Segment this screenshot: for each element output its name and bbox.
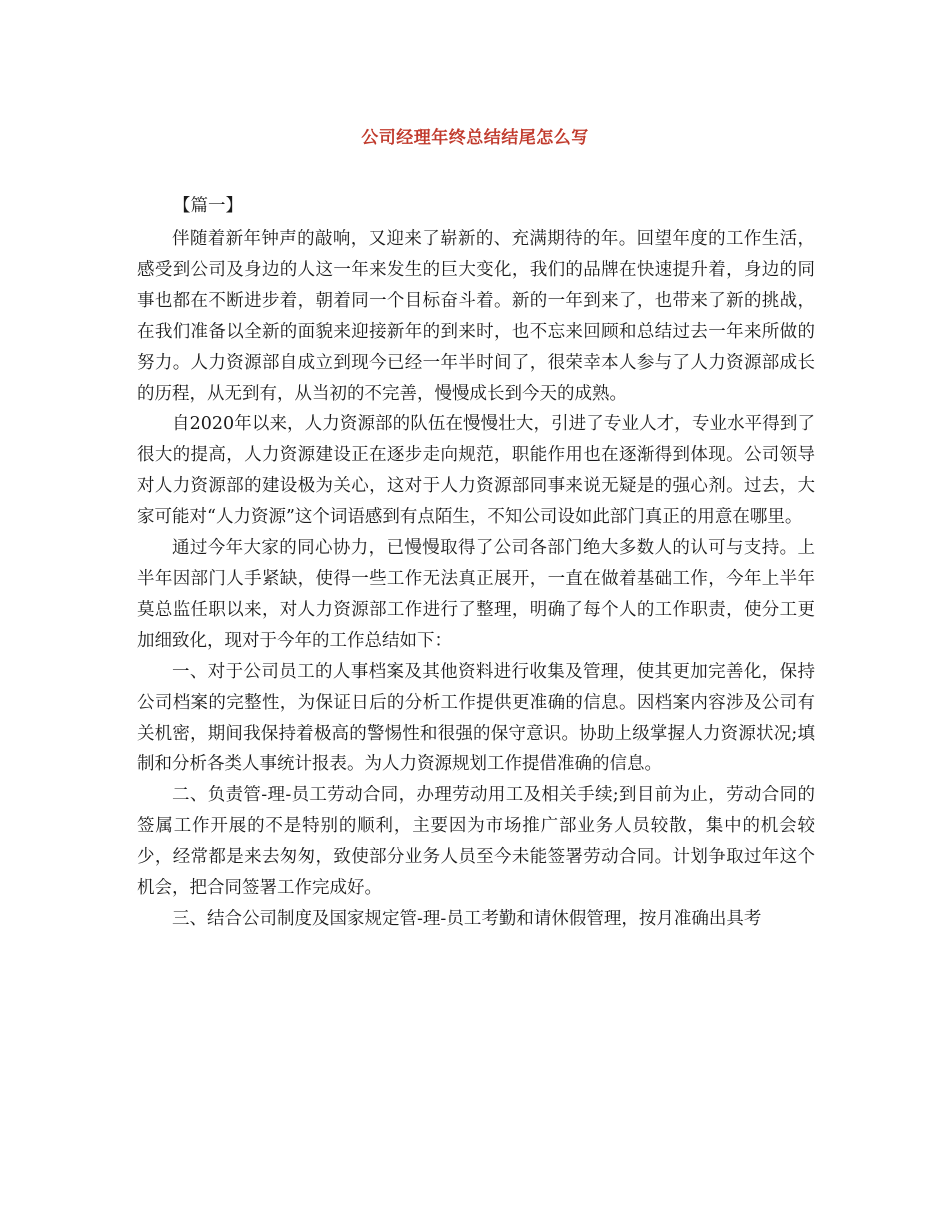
- paragraph-since-2020: 自2020年以来，人力资源部的队伍在慢慢壮大，引进了专业人才，专业水平得到了很大的提高，人力资源建设正在逐步走向规范，职能作用也在逐渐得到体现。公司领导对人力资源部的建设极为关心，这对于人力资源部同事来说无疑是的强心剂。过去，大家可能对“人力资源”这个词语感到有点陌生，不知公司设如此部门真正的用意在哪里。: [137, 414, 815, 528]
- paragraph-item-3: 三、结合公司制度及国家规定管-理-员工考勤和请休假管理，按月准确出具考: [172, 908, 762, 929]
- paragraph-item-2: 二、负责管-理-员工劳动合同，办理劳动用工及相关手续;到目前为止，劳动合同的签属工作开展的不是特别的顺利，主要因为市场推广部业务人员较散，集中的机会较少，经常都是来去匆匆，致使部分业务人员至今未能签署劳动合同。计划争取过年这个机会，把合同签署工作完成好。: [137, 785, 815, 899]
- paragraph-item-1: 一、对于公司员工的人事档案及其他资料进行收集及管理，使其更加完善化，保持公司档案的完整性，为保证日后的分析工作提供更准确的信息。因档案内容涉及公司有关机密，期间我保持着极高的警惕性和很强的保守意识。协助上级掌握人力资源状况;填制和分析各类人事统计报表。为人力资源规划工作提借准确的信息。: [137, 661, 815, 775]
- document-title: 公司经理年终总结结尾怎么写: [361, 128, 589, 148]
- document-body: [137, 224, 815, 935]
- paragraph-cooperation: 通过今年大家的同心协力，已慢慢取得了公司各部门绝大多数人的认可与支持。上半年因部门人手紧缺，使得一些工作无法真正展开，一直在做着基础工作，今年上半年莫总监任职以来，对人力资源部工作进行了整理，明确了每个人的工作职责，使分工更加细致化，现对于今年的工作总结如下：: [137, 538, 815, 651]
- paragraph-intro: 伴随着新年钟声的敲响，又迎来了崭新的、充满期待的年。回望年度的工作生活，感受到公司及身边的人这一年来发生的巨大变化，我们的品牌在快速提升着，身边的同事也都在不断进步着，朝着同一个目标奋斗着。新的一年到来了，也带来了新的挑战，在我们准备以全新的面貌来迎接新年的到来时，也不忘来回顾和总结过去一年来所做的努力。人力资源部自成立到现今已经一年半时间了，很荣幸本人参与了人力资源部成长的历程，从无到有，从当初的不完善，慢慢成长到今天的成熟。: [137, 229, 815, 404]
- section-heading: 【篇一】: [173, 196, 243, 216]
